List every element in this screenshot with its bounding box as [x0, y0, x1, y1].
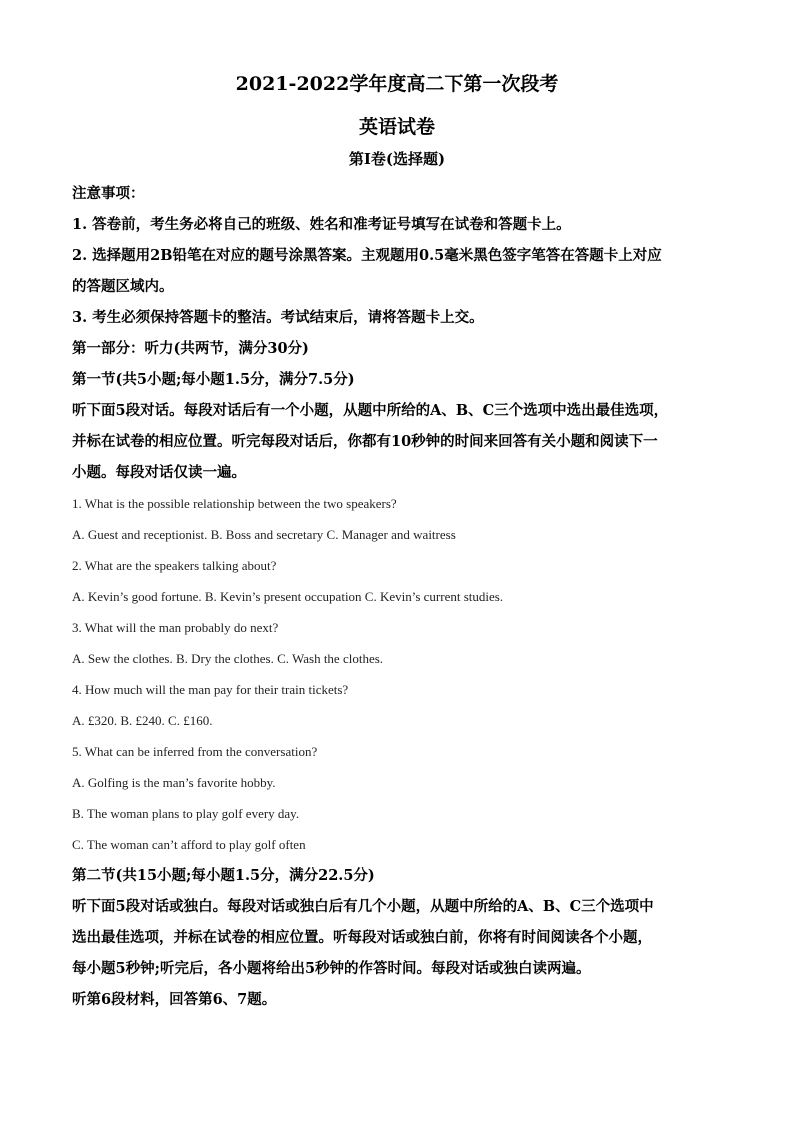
note-item-1: 1. 答卷前，考生务必将自己的班级、姓名和准考证号填写在试卷和答题卡上。	[72, 216, 571, 233]
exam-content	[72, 178, 724, 1015]
section1-instructions-line-1: 听下面5段对话。每段对话后有一个小题，从题中所给的A、B、C三个选项中选出最佳选项，	[72, 402, 669, 419]
subject-title: 英语试卷	[358, 116, 435, 138]
question-4-options: A. £320. B. £240. C. £160.	[72, 713, 213, 728]
note-item-2-cont: 的答题区域内。	[72, 278, 174, 295]
question-1-options: A. Guest and receptionist. B. Boss and secretary C. Manager and waitress	[72, 527, 456, 542]
question-2-options: A. Kevin’s good fortune. B. Kevin’s present occupation C. Kevin’s current studies.	[72, 589, 504, 604]
question-5-option-c: C. The woman can’t afford to play golf often	[72, 837, 306, 852]
section1-instructions-line-3: 小题。每段对话仅读一遍。	[72, 464, 246, 481]
section1-heading: 第一节(共5小题;每小题1.5分，满分7.5分)	[72, 371, 355, 388]
question-5: 5. What can be inferred from the conversation?	[72, 744, 318, 759]
question-3: 3. What will the man probably do next?	[72, 620, 279, 635]
section1-instructions-line-2: 并标在试卷的相应位置。听完每段对话后，你都有10秒钟的时间来回答有关小题和阅读下一	[72, 433, 658, 450]
part1-heading: 第一部分：听力(共两节，满分30分)	[72, 340, 309, 357]
question-5-option-a: A. Golfing is the man’s favorite hobby.	[72, 775, 276, 790]
question-2: 2. What are the speakers talking about?	[72, 558, 277, 573]
question-3-options: A. Sew the clothes. B. Dry the clothes. C. Wash the clothes.	[72, 651, 384, 666]
volume-title: 第Ⅰ卷(选择题)	[348, 150, 446, 168]
note-item-3: 3. 考生必须保持答题卡的整洁。考试结束后，请将答题卡上交。	[72, 309, 484, 326]
section2-instructions-line-1: 听下面5段对话或独白。每段对话或独白后有几个小题，从题中所给的A、B、C三个选项中	[72, 898, 654, 915]
notes-heading: 注意事项：	[72, 185, 145, 202]
note-item-2: 2. 选择题用2B铅笔在对应的题号涂黑答案。主观题用0.5毫米黑色签字笔答在答题卡上对应	[72, 247, 662, 264]
exam-title: 2021-2022学年度高二下第一次段考	[235, 73, 559, 95]
section2-heading: 第二节(共15小题;每小题1.5分，满分22.5分)	[72, 867, 375, 884]
question-5-option-b: B. The woman plans to play golf every day.	[72, 806, 300, 821]
question-1: 1. What is the possible relationship between the two speakers?	[72, 496, 397, 511]
material-note: 听第6段材料，回答第6、7题。	[72, 991, 277, 1008]
question-4: 4. How much will the man pay for their train tickets?	[72, 682, 349, 697]
section2-instructions-line-3: 每小题5秒钟;听完后，各小题将给出5秒钟的作答时间。每段对话或独白读两遍。	[72, 960, 591, 977]
section2-instructions-line-2: 选出最佳选项，并标在试卷的相应位置。听每段对话或独白前，你将有时间阅读各个小题，	[72, 929, 652, 946]
